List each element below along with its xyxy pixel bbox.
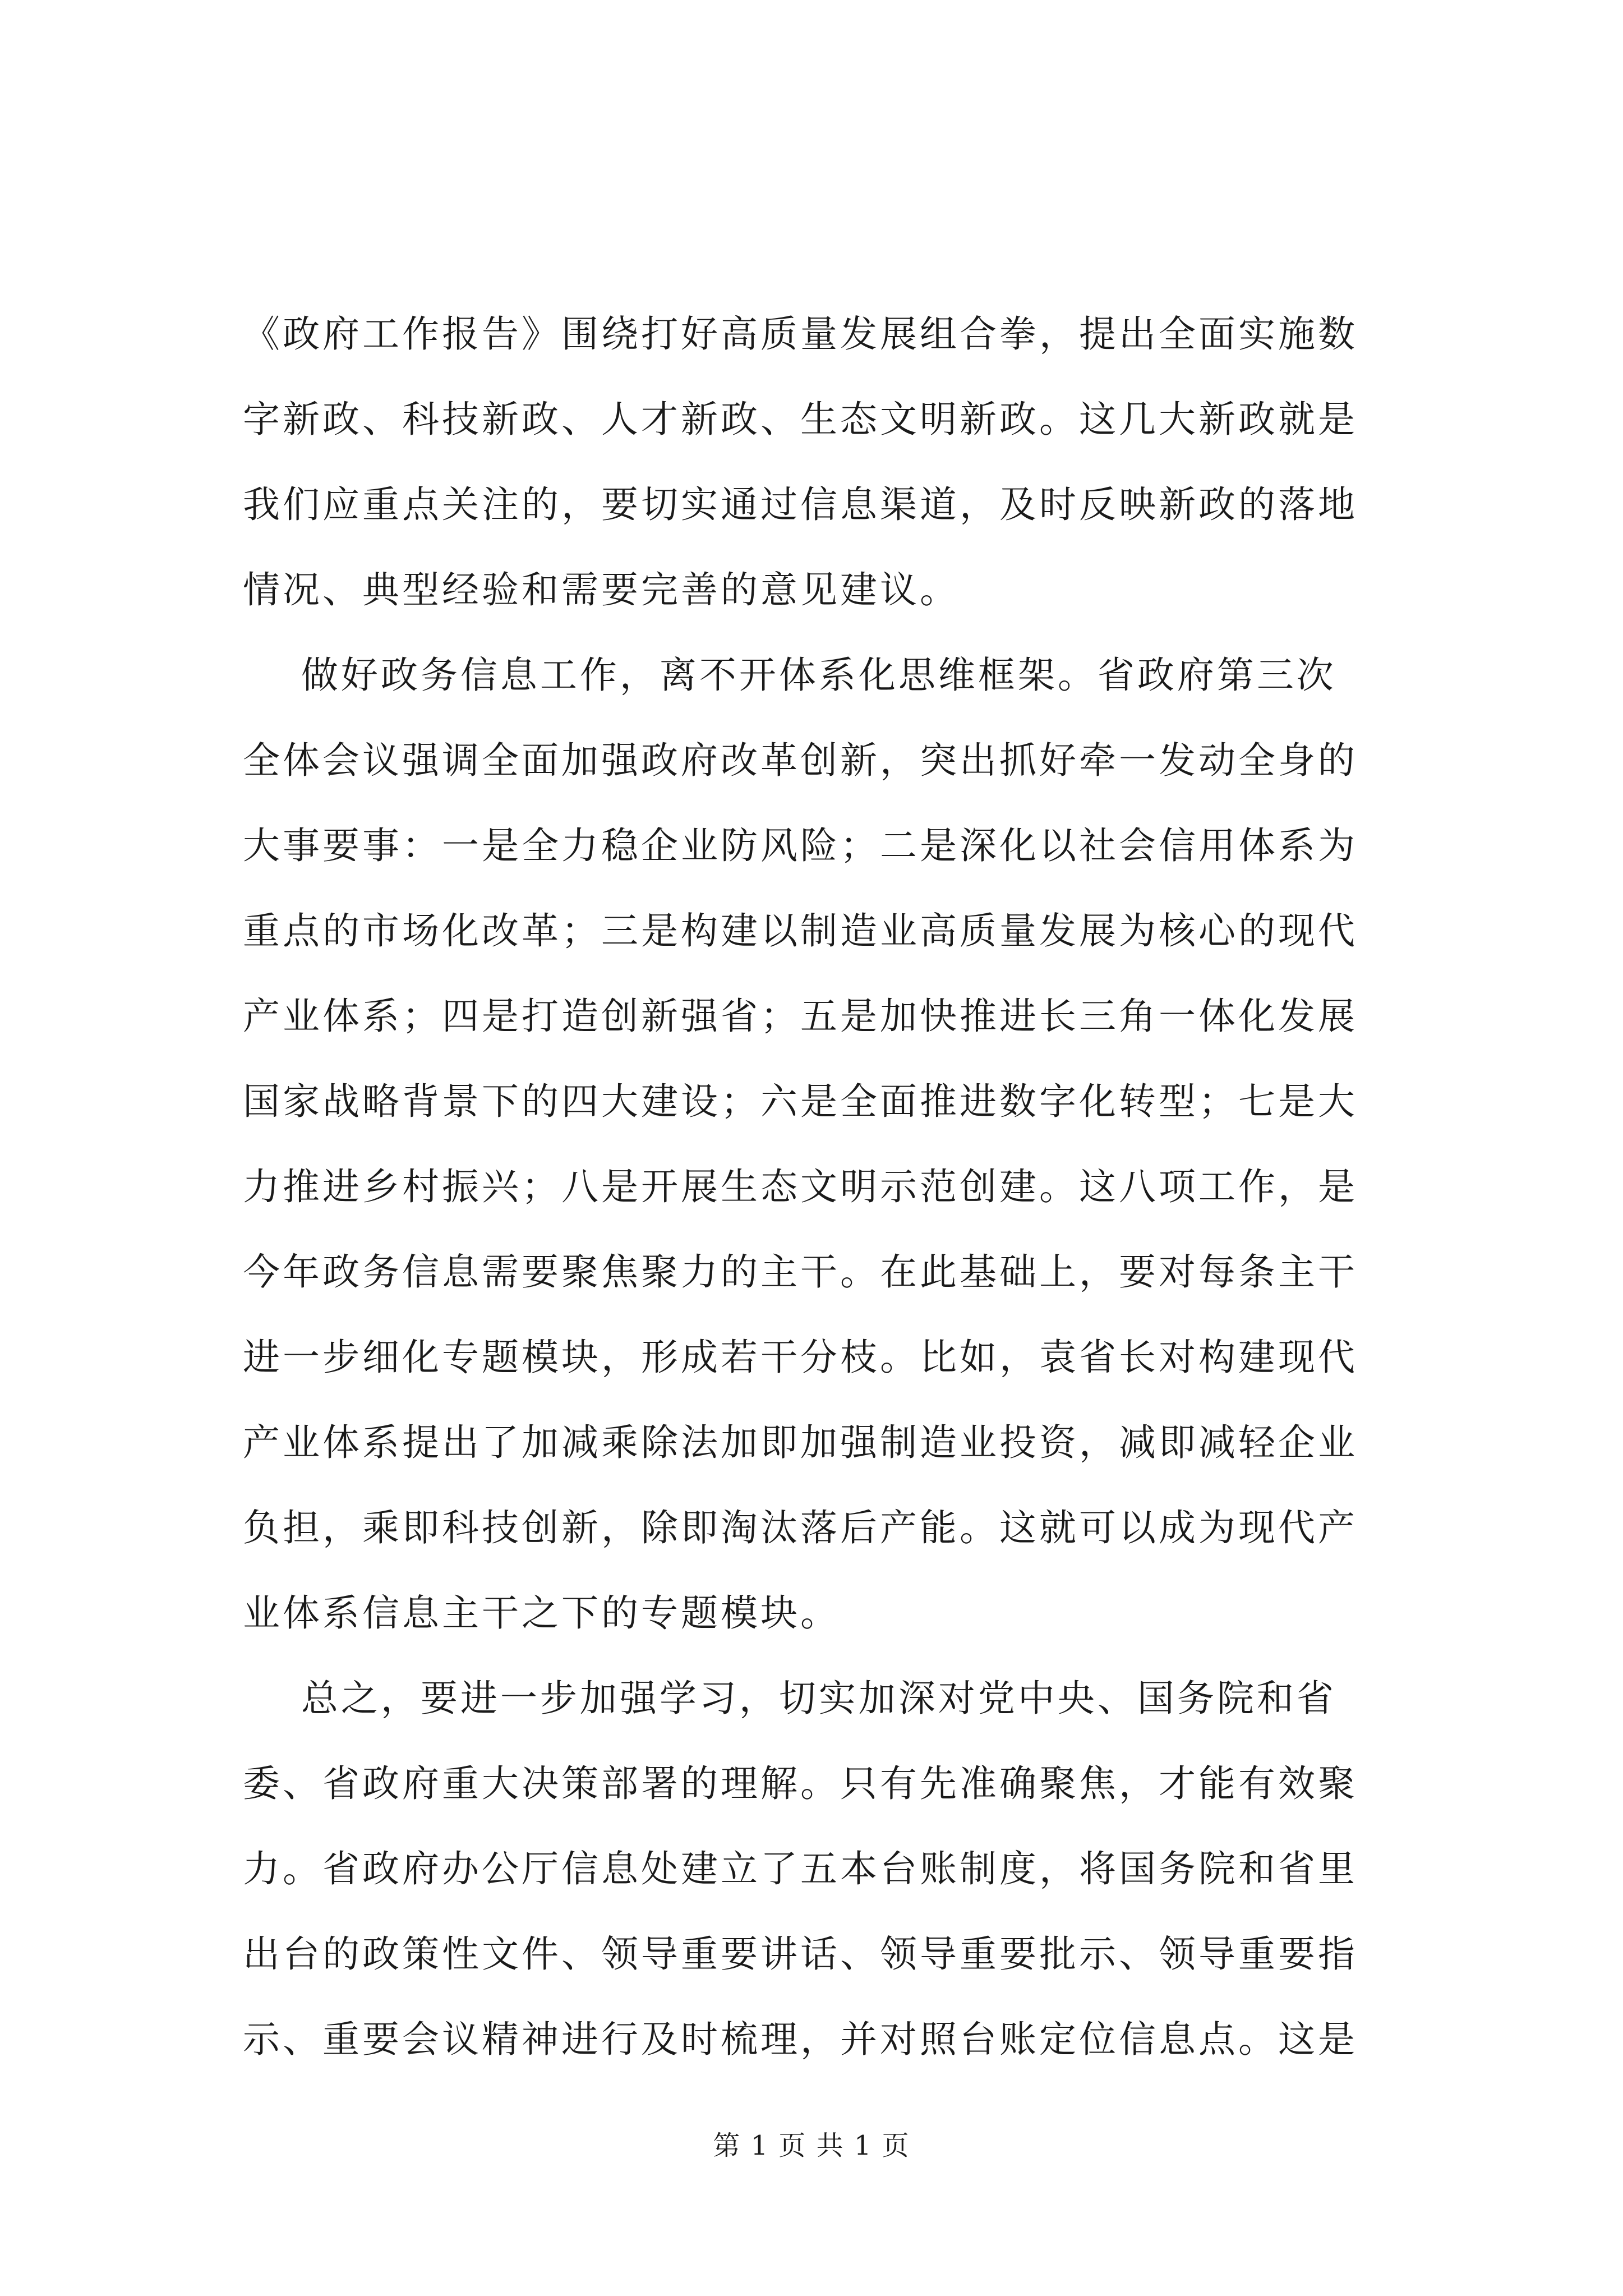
paragraph-1: 《政府工作报告》围绕打好高质量发展组合拳，提出全面实施数 字新政、科技新政、人才新政、生态文明新政。这几大新政就是 我们应重点关注的，要切实通过信息渠道，及时反映新政的落地 情况、典型经验和需要完善的意见建议。 bbox=[243, 312, 1358, 611]
paragraph-2: 做好政务信息工作，离不开体系化思维框架。省政府第三次 全体会议强调全面加强政府改革创新，突出抓好牵一发动全身的 大事要事：一是全力稳企业防风险；二是深化以社会信用体系为 重点的市场化改革；三是构建以制造业高质量发展为核心的现代 产业体系；四是打造创新强省；五是加快推进长三角一体化发展 国家战略背景下的四大建设；六是全面推进数字化转型；七是大 力推进乡村振兴；八是开展生态文明示范创建。这八项工作，是 今年政务信息需要聚焦聚力的主干。在此基础上，要对每条主干 进一步细化专题模块，形成若干分枝。比如，袁省长对构建现代 产业体系提出了加减乘除法加即加强制造业投资，减即减轻企业 负担，乘即科技创新，除即淘汰落后产能。这就可以成为现代产 业体系信息主干之下的专题模块。 bbox=[243, 654, 1358, 1635]
paragraph-3: 总之，要进一步加强学习，切实加深对党中央、国务院和省 委、省政府重大决策部署的理解。只有先准确聚焦，才能有效聚 力。省政府办公厅信息处建立了五本台账制度，将国务院和省里 出台的政策性文件、领导重要讲话、领导重要批示、领导重要指 示、重要会议精神进行及时梳理，并对照台账定位信息点。这是 bbox=[243, 1677, 1358, 2061]
page-footer: 第 1 页 共 1 页 bbox=[713, 2130, 910, 2161]
document-body bbox=[243, 292, 1425, 2082]
